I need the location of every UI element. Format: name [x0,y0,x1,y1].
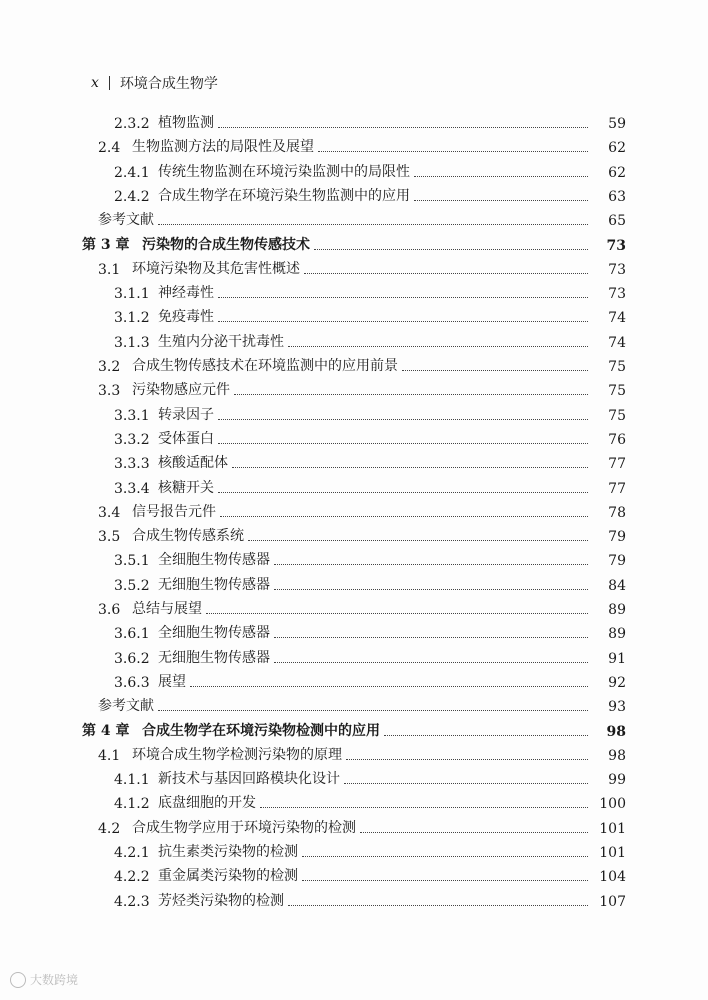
toc-entry-page: 73 [606,237,626,254]
toc-leader-dots [158,709,588,711]
toc-leader-dots [314,248,588,250]
toc-entry-row [0,547,708,571]
toc-leader-dots [220,515,588,517]
toc-entry-row [0,523,708,547]
toc-entry-title: 污染物的合成生物传感技术 [142,236,310,253]
toc-entry-number: 3.3 [98,383,121,400]
toc-entry-title: 污染物感应元件 [132,382,230,399]
toc-entry-title: 无细胞生物传感器 [158,649,270,666]
toc-entry-title: 生物监测方法的局限性及展望 [132,139,314,156]
toc-entry-title: 合成生物传感系统 [132,528,244,545]
toc-entry-page: 77 [608,456,626,473]
toc-entry-title: 新技术与基因回路模块化设计 [158,771,340,788]
toc-leader-dots [402,369,588,371]
toc-leader-dots [302,855,588,857]
toc-entry-number: 4.1.2 [114,796,150,813]
toc-entry-row [0,134,708,158]
toc-leader-dots [344,782,588,784]
toc-leader-dots [302,879,588,881]
toc-entry-title: 合成生物学应用于环境污染物的检测 [132,819,356,836]
toc-entry-row [0,790,708,814]
toc-entry-number: 3.1.3 [114,334,150,351]
toc-entry-title: 总结与展望 [132,601,202,617]
toc-entry-title: 合成生物传感技术在环境监测中的应用前景 [132,358,398,374]
toc-entry-page: 62 [608,140,626,157]
toc-entry-number: 3.3.1 [114,407,150,424]
toc-entry-title: 传统生物监测在环境污染监测中的局限性 [158,163,410,180]
toc-entry-row [0,402,708,426]
toc-entry-page: 99 [608,772,626,789]
watermark-logo-icon [10,972,26,988]
watermark [10,971,78,988]
toc-leader-dots [274,563,588,565]
toc-entry-row [0,572,708,596]
toc-entry-number: 3.5.1 [114,553,150,570]
toc-entry-row [0,888,708,912]
toc-entry-row [0,693,708,717]
header-divider [109,76,110,90]
toc-entry-number: 3.1.1 [114,286,150,303]
toc-entry-row [0,426,708,450]
toc-entry-number: 3.6.2 [114,650,150,667]
toc-entry-number: 4.1 [98,747,121,764]
toc-entry-title: 核酸适配体 [158,455,228,472]
toc-entry-page: 63 [608,188,626,205]
toc-entry-row [0,499,708,523]
toc-entry-page: 59 [608,116,626,132]
toc-entry-page: 98 [608,747,626,764]
toc-entry-title: 无细胞生物传感器 [158,576,270,593]
toc-leader-dots [384,734,588,736]
toc-entry-number: 2.4.2 [114,188,150,205]
toc-entry-page: 62 [608,164,626,181]
toc-entry-page: 79 [608,529,626,546]
toc-leader-dots [274,588,588,590]
toc-leader-dots [218,418,588,420]
toc-entry-page: 91 [608,650,626,667]
toc-entry-number: 3.5 [98,529,121,546]
toc-leader-dots [304,272,588,274]
toc-entry-page: 73 [608,286,626,303]
toc-entry-title: 环境合成生物学检测污染物的原理 [132,746,342,763]
toc-entry-title: 芳烃类污染物的检测 [158,892,284,909]
toc-entry-number: 3.6 [98,602,121,618]
toc-entry-page: 104 [599,869,626,886]
toc-leader-dots [190,685,588,687]
toc-leader-dots [360,831,588,833]
toc-entry-number: 4.2 [98,820,121,837]
toc-entry-title: 全细胞生物传感器 [158,625,270,642]
toc-entry-row [0,256,708,280]
toc-entry-page: 107 [599,893,626,910]
toc-entry-page: 75 [608,407,626,424]
toc-entry-row [0,280,708,304]
toc-entry-number: 3.1.2 [114,310,150,327]
toc-entry-number: 第 4 章 [82,722,130,739]
toc-entry-row [0,766,708,790]
toc-leader-dots [158,223,588,225]
toc-entry-row [0,159,708,183]
toc-entry-title: 展望 [158,673,186,690]
toc-entry-page: 78 [608,504,626,521]
toc-entry-title: 底盘细胞的开发 [158,795,256,812]
toc-entry-number: 4.2.2 [114,869,150,886]
toc-entry-number: 3.6.3 [114,674,150,691]
toc-chapter-row [0,232,708,256]
toc-entry-page: 92 [608,674,626,691]
toc-entry-page: 79 [608,553,626,570]
toc-leader-dots [218,442,588,444]
toc-entry-number: 2.3.2 [114,116,150,132]
toc-entry-row [0,742,708,766]
toc-leader-dots [414,199,588,201]
toc-entry-number: 3.4 [98,504,121,521]
toc-entry-page: 100 [599,796,626,813]
toc-entry-title: 信号报告元件 [132,503,216,520]
toc-entry-page: 76 [608,431,626,448]
toc-entry-title: 合成生物学在环境污染物检测中的应用 [142,722,380,739]
toc-entry-title: 受体蛋白 [158,430,214,447]
toc-entry-row [0,110,708,134]
toc-entry-page: 89 [608,602,626,618]
toc-entry-row [0,620,708,644]
toc-entry-number: 2.4 [98,140,121,157]
toc-leader-dots [288,345,588,347]
toc-entry-row [0,475,708,499]
toc-leader-dots [414,175,588,177]
toc-entry-number: 4.1.1 [114,772,150,789]
toc-entry-number: 3.1 [98,261,121,278]
toc-entry-number: 2.4.1 [114,164,150,181]
toc-leader-dots [218,491,588,493]
toc-leader-dots [346,758,588,760]
toc-leader-dots [274,661,588,663]
toc-entry-page: 101 [599,845,626,861]
toc-leader-dots [248,539,588,541]
toc-entry-title: 神经毒性 [158,285,214,302]
toc-entry-page: 101 [599,820,626,837]
toc-entry-row [0,669,708,693]
toc-entry-title: 免疫毒性 [158,309,214,326]
toc-entry-title: 合成生物学在环境污染生物监测中的应用 [158,187,410,204]
toc-entry-title: 转录因子 [158,406,214,423]
toc-entry-row [0,353,708,377]
toc-entry-row [0,329,708,353]
toc-entry-page: 89 [608,626,626,643]
toc-entry-row [0,645,708,669]
toc-leader-dots [218,296,588,298]
toc-leader-dots [318,150,588,152]
book-title: 环境合成生物学 [119,76,218,92]
toc-entry-row [0,839,708,863]
toc-leader-dots [218,320,588,322]
toc-entry-number: 3.6.1 [114,626,150,643]
toc-entry-page: 74 [608,334,626,351]
watermark-text: 大数跨境 [30,973,79,987]
toc-leader-dots [232,466,588,468]
toc-entry-row [0,377,708,401]
toc-entry-number: 3.5.2 [114,577,150,594]
toc-chapter-row [0,718,708,742]
toc-entry-page: 65 [608,213,626,230]
toc-entry-title: 核糖开关 [158,479,214,496]
toc-entry-number: 第 3 章 [82,236,130,253]
running-header [91,73,218,93]
toc-entry-title: 参考文献 [98,698,154,715]
toc-entry-row [0,207,708,231]
toc-entry-row [0,450,708,474]
toc-entry-title: 植物监测 [158,115,214,131]
toc-entry-page: 74 [608,310,626,327]
toc-entry-title: 参考文献 [98,212,154,229]
toc-entry-page: 77 [608,480,626,497]
toc-entry-row [0,596,708,620]
toc-entry-row [0,815,708,839]
toc-entry-page: 75 [608,383,626,400]
toc-entry-page: 98 [606,723,626,740]
toc-entry-row [0,183,708,207]
toc-entry-page: 84 [608,577,626,594]
toc-entry-number: 4.2.1 [114,845,150,861]
toc-leader-dots [260,806,588,808]
toc-leader-dots [206,612,588,614]
toc-entry-page: 75 [608,359,626,375]
toc-leader-dots [274,636,588,638]
toc-entry-row [0,863,708,887]
toc-entry-number: 4.2.3 [114,893,150,910]
toc-entry-row [0,304,708,328]
toc-leader-dots [218,126,588,128]
toc-entry-title: 生殖内分泌干扰毒性 [158,333,284,350]
toc-entry-number: 3.3.2 [114,431,150,448]
toc-entry-title: 全细胞生物传感器 [158,552,270,569]
toc-entry-title: 重金属类污染物的检测 [158,868,298,885]
toc-entry-page: 73 [608,261,626,278]
toc-leader-dots [288,904,588,906]
page-number: x [91,75,99,91]
toc-entry-number: 3.2 [98,359,121,375]
toc-leader-dots [234,393,588,395]
toc-entry-title: 环境污染物及其危害性概述 [132,260,300,277]
toc-entry-title: 抗生素类污染物的检测 [158,844,298,860]
toc-entry-number: 3.3.4 [114,480,150,497]
toc-entry-number: 3.3.3 [114,456,150,473]
toc-entry-page: 93 [608,699,626,716]
